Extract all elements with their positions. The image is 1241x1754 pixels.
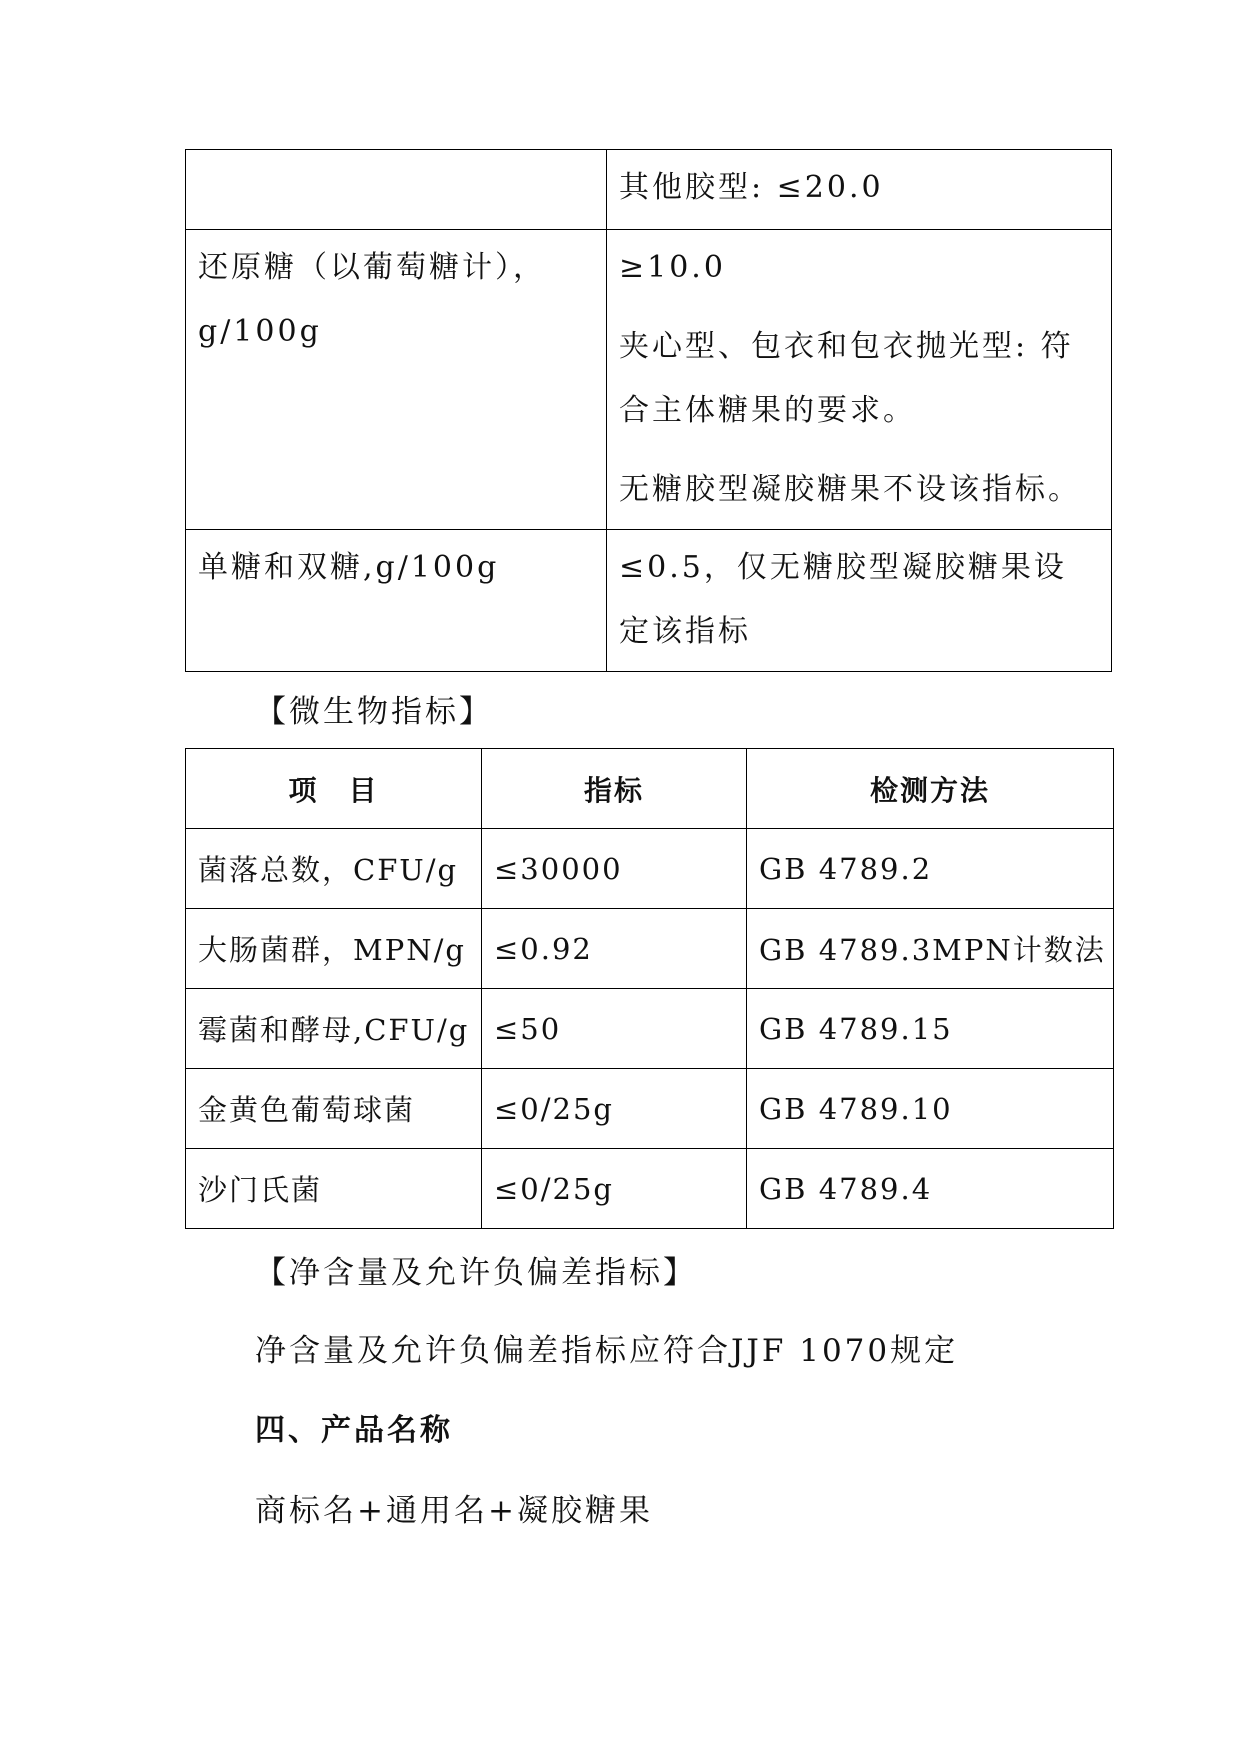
limit-cell: ≤0/25g [482, 1069, 747, 1149]
physicochemical-table [185, 149, 1112, 672]
item-label: 单糖和双糖,g/100g [198, 550, 500, 585]
limit-cell: ≤0.92 [482, 909, 747, 989]
table-row [186, 829, 1114, 909]
item-label: 还原糖（以葡萄糖计），g/100g [198, 250, 546, 349]
method-cell: GB 4789.15 [747, 989, 1114, 1069]
table-row [186, 909, 1114, 989]
net-content-heading: 【净含量及允许负偏差指标】 [255, 1255, 697, 1291]
item-cell [186, 230, 607, 530]
requirement-text: 其他胶型: ≤20.0 [619, 170, 884, 205]
table-row [186, 230, 1112, 530]
requirement-text: 无糖胶型凝胶糖果不设该指标。 [619, 472, 1081, 507]
table-row [186, 1069, 1114, 1149]
column-header-limit: 指标 [482, 749, 747, 829]
table-row [186, 150, 1112, 230]
method-cell: GB 4789.4 [747, 1149, 1114, 1229]
microbiological-table [185, 748, 1114, 1229]
table-row [186, 1149, 1114, 1229]
limit-cell: ≤30000 [482, 829, 747, 909]
item-label [186, 150, 606, 156]
requirement-text: ≤0.5，仅无糖胶型凝胶糖果设定该指标 [619, 550, 1067, 649]
column-header-method: 检测方法 [747, 749, 1114, 829]
item-cell [186, 150, 607, 230]
table-header-row [186, 749, 1114, 829]
table-row [186, 530, 1112, 672]
item-cell: 大肠菌群，MPN/g [186, 909, 482, 989]
requirement-text: 夹心型、包衣和包衣抛光型: 符合主体糖果的要求。 [619, 329, 1074, 428]
item-cell: 金黄色葡萄球菌 [186, 1069, 482, 1149]
requirement-text: ≥10.0 [619, 250, 726, 285]
limit-cell: ≤50 [482, 989, 747, 1069]
product-name-paragraph: 商标名+通用名+凝胶糖果 [255, 1493, 653, 1529]
requirement-cell [607, 230, 1112, 530]
item-cell: 菌落总数，CFU/g [186, 829, 482, 909]
item-cell: 霉菌和酵母,CFU/g [186, 989, 482, 1069]
method-cell: GB 4789.2 [747, 829, 1114, 909]
net-content-paragraph: 净含量及允许负偏差指标应符合JJF 1070规定 [255, 1333, 959, 1369]
method-cell: GB 4789.10 [747, 1069, 1114, 1149]
requirement-cell [607, 530, 1112, 672]
item-cell [186, 530, 607, 672]
column-header-item: 项 目 [186, 749, 482, 829]
micro-indicators-heading: 【微生物指标】 [255, 694, 493, 730]
requirement-cell [607, 150, 1112, 230]
method-cell: GB 4789.3MPN计数法 [747, 909, 1114, 989]
item-cell: 沙门氏菌 [186, 1149, 482, 1229]
table-row [186, 989, 1114, 1069]
section-title-product-name: 四、产品名称 [255, 1413, 453, 1448]
limit-cell: ≤0/25g [482, 1149, 747, 1229]
